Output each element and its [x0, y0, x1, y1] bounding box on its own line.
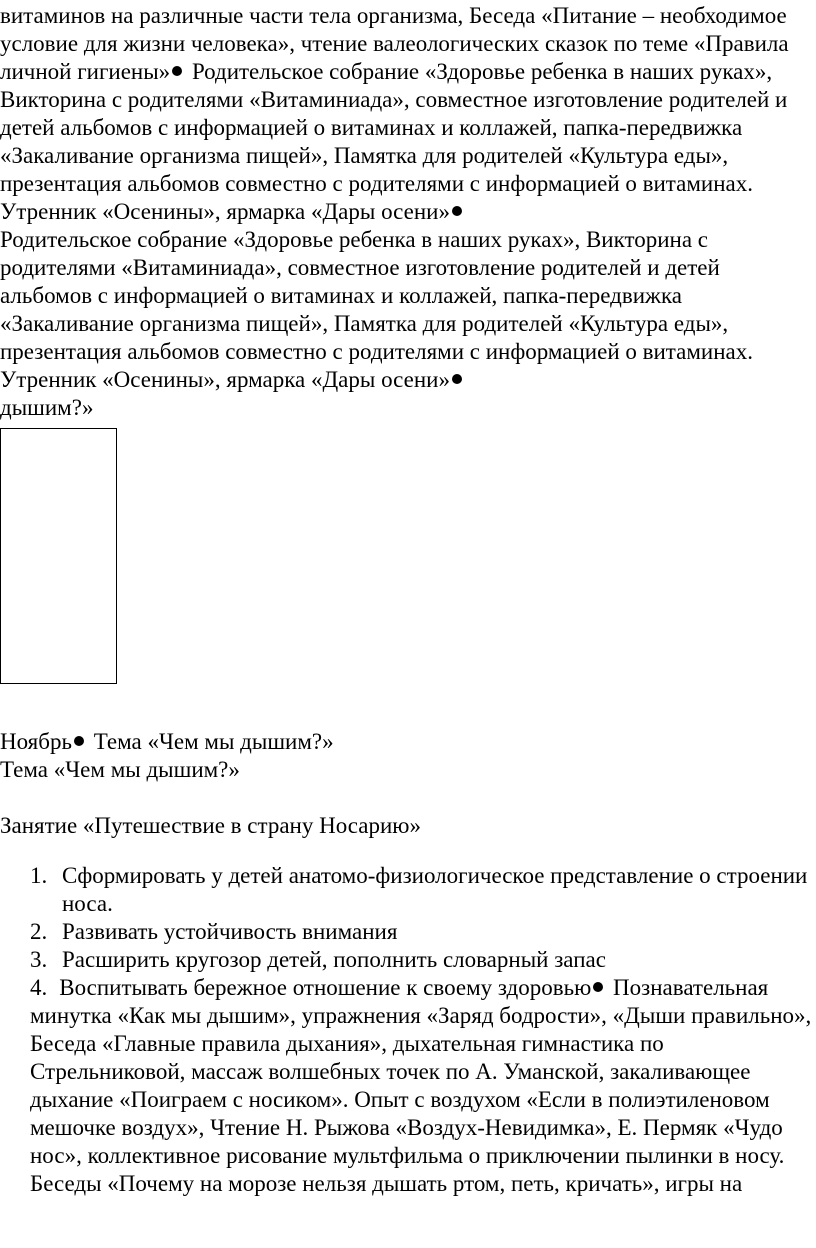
month-label: Ноябрь — [0, 729, 72, 754]
paragraph-text: витаминов на различные части тела организма, Беседа «Питание – необходимое условие для жизни человека», чтение валеологических сказок по теме «Правила личной гигиены» — [0, 3, 789, 84]
bullet-icon — [172, 66, 182, 76]
list-item — [0, 918, 816, 946]
list-item — [0, 946, 816, 974]
paragraph-vitamins-events — [0, 2, 812, 226]
month-heading — [0, 728, 812, 756]
goals-list — [0, 862, 816, 974]
paragraph-text: Родительское собрание «Здоровье ребенка в наших руках», Викторина с родителями «Витаминиада», совместное изготовление родителей и детей альбомов с информацией о витаминах и коллажей, папка-передвижка «Закаливание организма пищей», Памятка для родителей «Культура еды», презентация альбомов совместно с родителями с информацией о витаминах. Утренник «Осенины», ярмарка «Дары осени» — [0, 227, 753, 392]
list-item-number: 1. — [30, 863, 48, 888]
topic-line: Тема «Чем мы дышим?» — [0, 757, 240, 782]
lesson-title: Занятие «Путешествие в страну Носарию» — [0, 813, 421, 838]
paragraph-text: Познавательная минутка «Как мы дышим», упражнения «Заряд бодрости», «Дыши правильно», Беседа «Главные правила дыхания», дыхательная гимнастика по Стрельниковой, массаж волшебных точек по А. Уманской, закаливающее дыхание «Поиграем с носиком». Опыт с воздухом «Если в полиэтиленовом мешочке воздух», Чтение Н. Рыжова «Воздух-Невидимка», Е. Пермяк «Чудо нос», коллективное рисование мультфильма о приключении пылинки в носу. Беседы «Почему на морозе нельзя дышать ртом, петь, кричать», игры на — [30, 975, 812, 1196]
list-item-text: Воспитывать бережное отношение к своему здоровью — [59, 975, 592, 1000]
list-item-text: Развивать устойчивость внимания — [62, 919, 398, 944]
bullet-icon — [452, 374, 462, 384]
paragraph-fragment: дышим?» — [0, 395, 94, 420]
list-item-text: Расширить кругозор детей, пополнить словарный запас — [62, 947, 606, 972]
paragraph-text: Родительское собрание «Здоровье ребенка в наших руках», Викторина с родителями «Витаминиада», совместное изготовление родителей и детей альбомов с информацией о витаминах и коллажей, папка-передвижка «Закаливание организма пищей», Памятка для родителей «Культура еды», презентация альбомов совместно с родителями с информацией о витаминах. Утренник «Осенины», ярмарка «Дары осени» — [0, 59, 788, 224]
month-topic: Тема «Чем мы дышим?» — [87, 729, 334, 754]
spacer — [0, 684, 816, 728]
empty-frame-box — [0, 428, 117, 684]
bullet-icon — [452, 206, 462, 216]
list-item-number: 3. — [30, 947, 48, 972]
list-item — [0, 862, 816, 918]
list-item-text: Сформировать у детей анатомо-физиологическое представление о строении носа. — [62, 863, 808, 916]
paragraph-parents-meeting — [0, 226, 812, 394]
spacer — [0, 784, 816, 812]
last-goal-paragraph — [0, 974, 816, 1198]
bullet-icon — [593, 982, 603, 992]
list-item-number: 4. — [30, 975, 48, 1000]
list-item-number: 2. — [30, 919, 48, 944]
bullet-icon — [74, 736, 84, 746]
